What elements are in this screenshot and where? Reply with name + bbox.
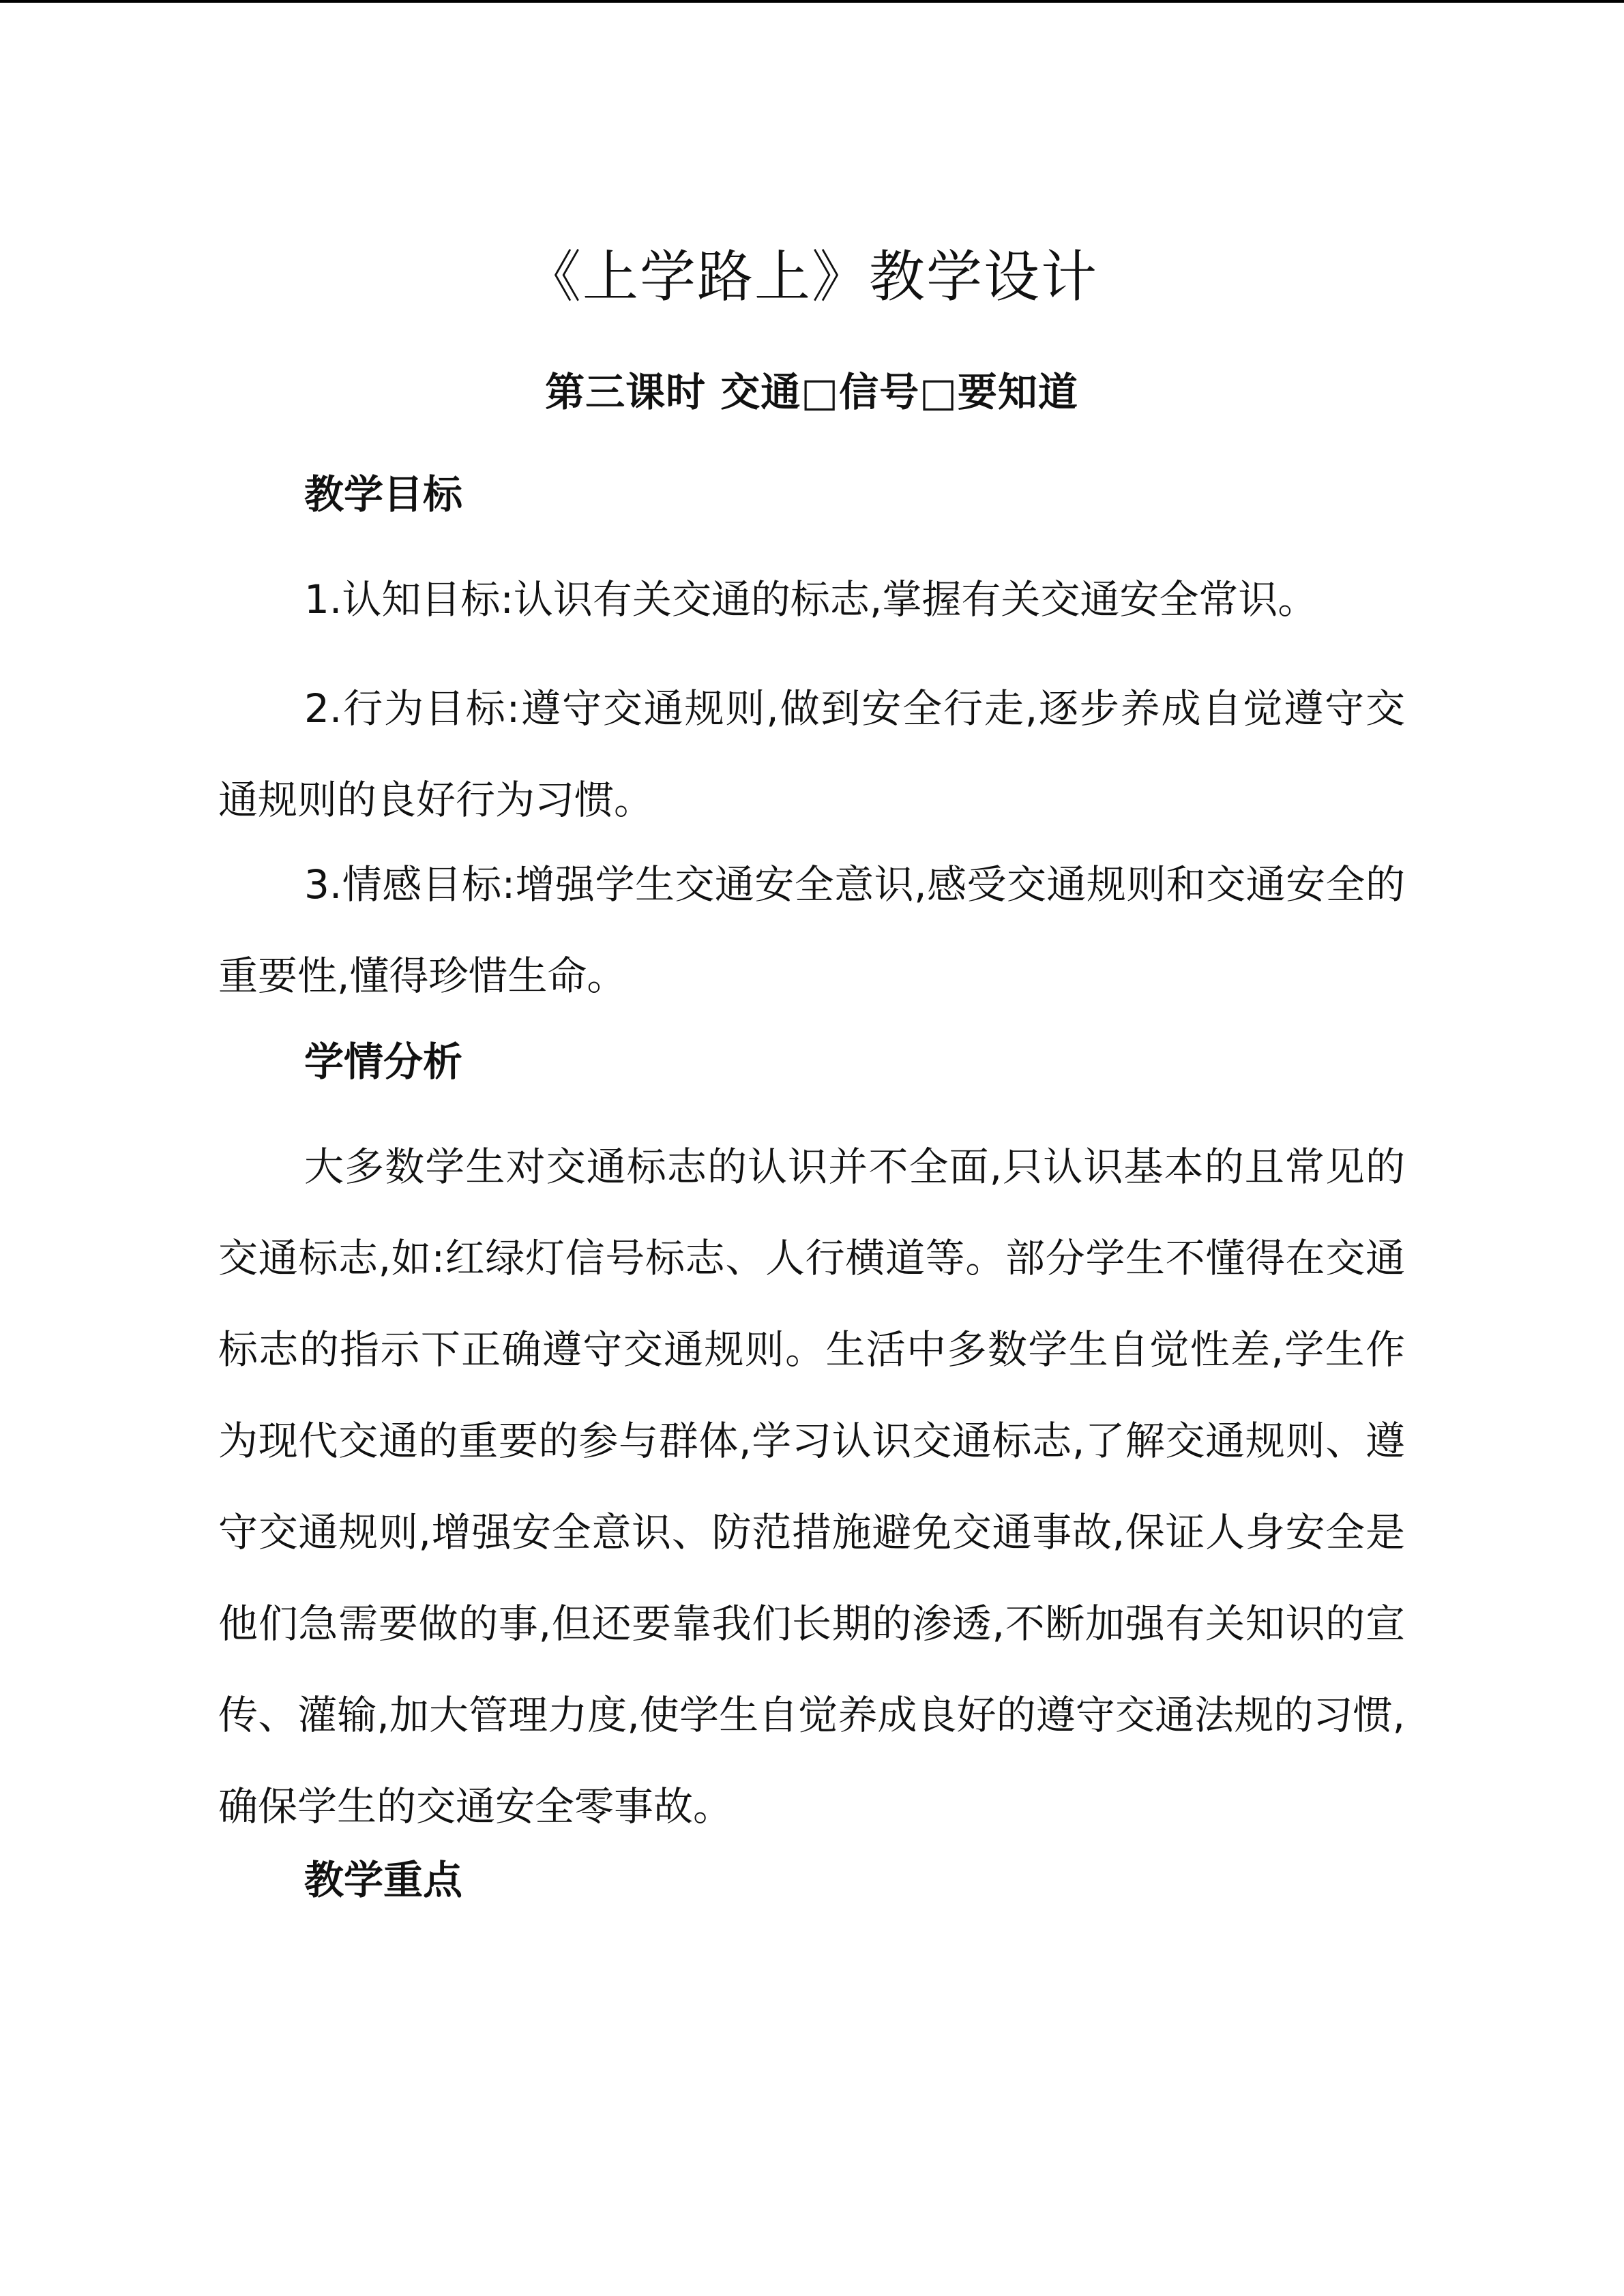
section-heading-teaching-goals: 教学目标 <box>304 471 463 518</box>
goal-paragraph-emotion: 3.情感目标:增强学生交通安全意识,感受交通规则和交通安全的重要性,懂得珍惜生命。 <box>218 861 1405 999</box>
document-title: 《上学路上》教学设计 <box>525 245 1098 310</box>
lesson-subtitle: 第三课时 交通□信号□要知道 <box>545 369 1078 415</box>
section-heading-teaching-focus: 教学重点 <box>304 1857 463 1903</box>
goal-paragraph-cognitive: 1.认知目标:认识有关交通的标志,掌握有关交通安全常识。 <box>304 576 1318 623</box>
page-top-border <box>0 0 1624 3</box>
section-heading-learning-analysis: 学情分析 <box>304 1039 463 1085</box>
goal-paragraph-behavior: 2.行为目标:遵守交通规则,做到安全行走,逐步养成自觉遵守交通规则的良好行为习惯。 <box>218 685 1405 823</box>
analysis-paragraph: 大多数学生对交通标志的认识并不全面,只认识基本的且常见的交通标志,如:红绿灯信号标志、人行横道等。部分学生不懂得在交通标志的指示下正确遵守交通规则。生活中多数学生自觉性差,学生作为现代交通的重要的参与群体,学习认识交通标志,了解交通规则、遵守交通规则,增强安全意识、防范措施避免交通事故,保证人身安全是他们急需要做的事,但还要靠我们长期的渗透,不断加强有关知识的宣传、灌输,加大管理力度,使学生自觉养成良好的遵守交通法规的习惯,确保学生的交通安全零事故。 <box>218 1144 1405 1830</box>
